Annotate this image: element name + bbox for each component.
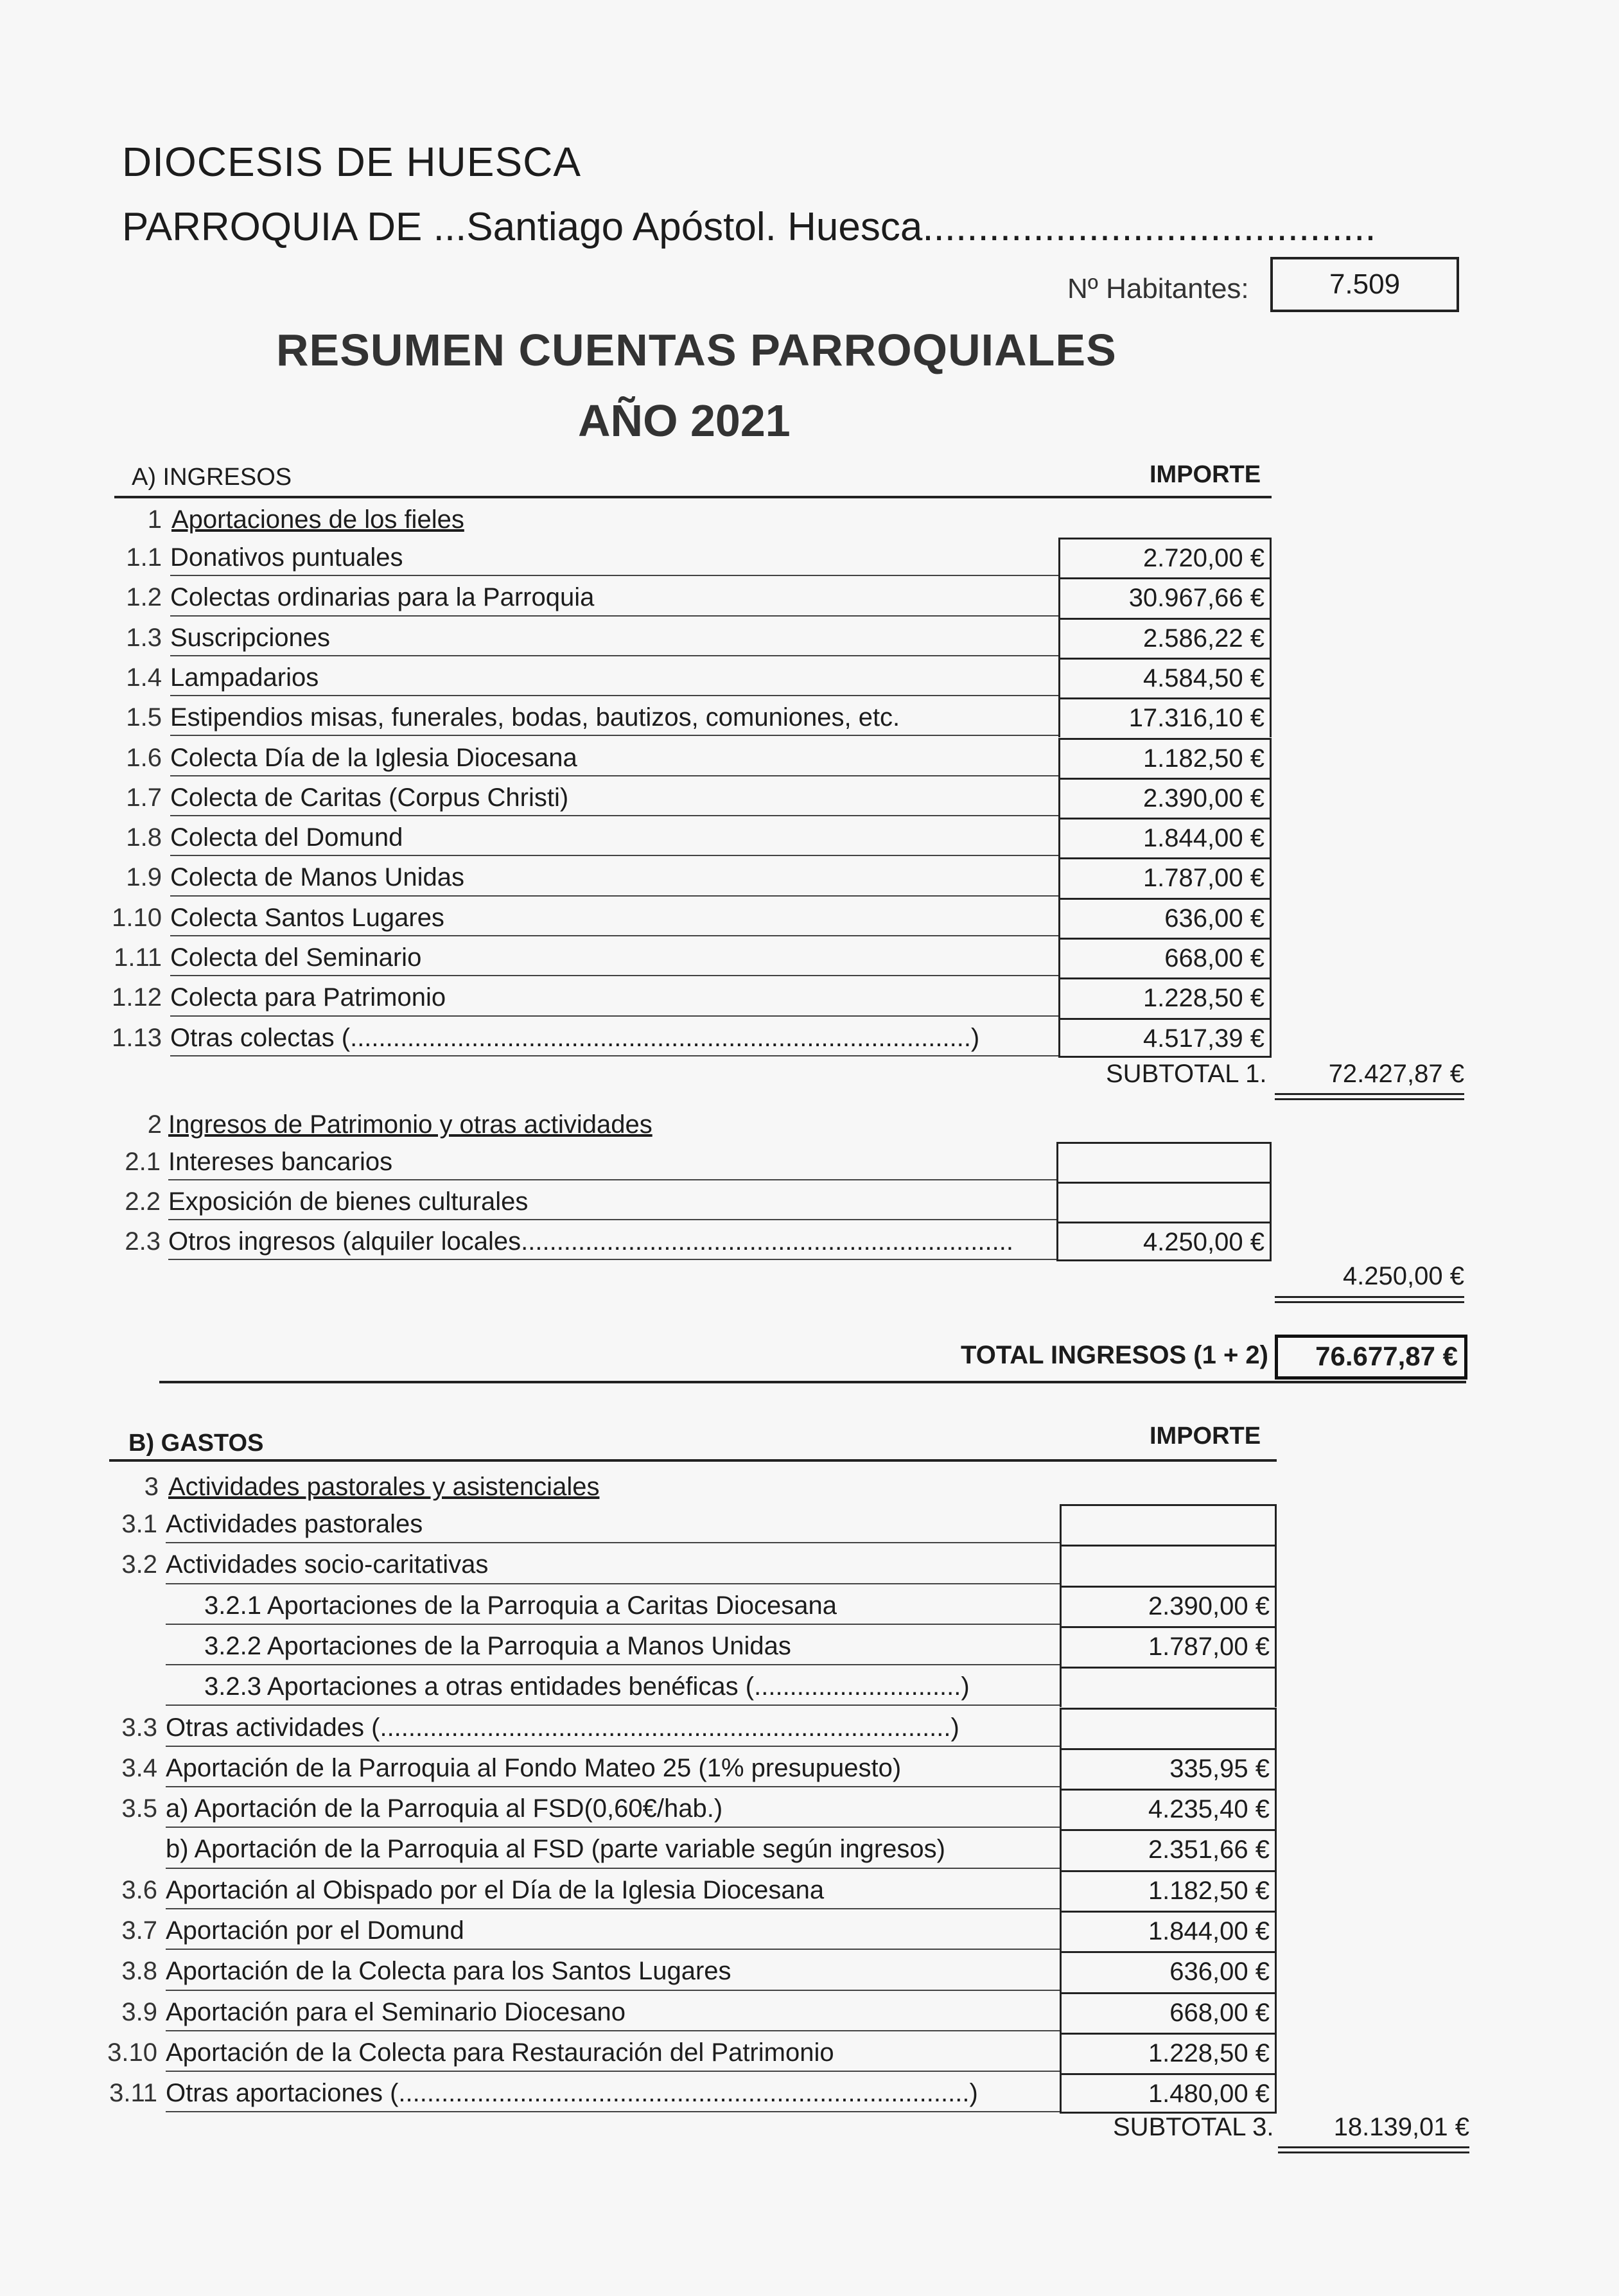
row-amount: 1.182,50 €	[1060, 1870, 1277, 1911]
subtotal3-double-rule	[1278, 2146, 1469, 2153]
row-number: 2.1	[125, 1148, 161, 1176]
row-underline	[170, 575, 1058, 576]
total-ingresos-value: 76.677,87 €	[1275, 1335, 1467, 1380]
row-amount	[1056, 1142, 1272, 1182]
table-row	[0, 857, 1619, 897]
row-number: 1.2	[126, 583, 162, 612]
row-amount: 1.787,00 €	[1060, 1626, 1277, 1667]
subtotal3-label: SUBTOTAL 3.	[1113, 2113, 1274, 2141]
subtotal1-value: 72.427,87 €	[1328, 1060, 1464, 1088]
row-amount: 335,95 €	[1060, 1748, 1277, 1789]
row-number: 3.6	[121, 1875, 157, 1904]
row-label: Aportación de la Colecta para Restauración del Patrimonio	[166, 2038, 834, 2067]
row-label: Aportación al Obispado por el Día de la Iglesia Diocesana	[166, 1875, 825, 1904]
parish-name: PARROQUIA DE ...Santiago Apóstol. Huesca.........................................	[122, 205, 1376, 249]
row-label: Colecta del Domund	[170, 823, 403, 852]
row-number: 3.7	[121, 1916, 157, 1945]
row-number: 1.10	[112, 903, 162, 932]
table-row	[0, 1545, 1619, 1584]
document-title: RESUMEN CUENTAS PARROQUIALES	[276, 325, 1117, 375]
ingresos-importe-heading: IMPORTE	[1150, 461, 1261, 488]
table-row	[0, 1992, 1619, 2032]
row-label: Otras actividades (................................................................................)	[166, 1713, 959, 1742]
gastos-importe-heading: IMPORTE	[1150, 1423, 1261, 1450]
group-label: Aportaciones de los fieles	[171, 505, 464, 534]
row-number: 3.11	[109, 2079, 157, 2108]
row-number: 1.9	[126, 863, 162, 892]
row-underline	[170, 735, 1058, 736]
row-amount: 2.390,00 €	[1060, 1586, 1277, 1626]
row-amount: 4.584,50 €	[1058, 658, 1272, 697]
row-amount: 4.250,00 €	[1056, 1222, 1272, 1261]
row-underline	[170, 655, 1058, 656]
table-row	[0, 1142, 1619, 1182]
row-underline	[170, 975, 1058, 976]
row-amount: 636,00 €	[1058, 898, 1272, 938]
table-row	[0, 658, 1619, 697]
row-number: 3.8	[121, 1957, 157, 1986]
row-underline	[170, 1015, 1058, 1017]
row-number: 3.5	[121, 1794, 157, 1823]
row-underline	[166, 1868, 1060, 1869]
row-underline	[168, 1259, 1056, 1260]
ingresos-heading: A) INGRESOS	[132, 464, 292, 491]
row-label: Estipendios misas, funerales, bodas, bautizos, comuniones, etc.	[170, 703, 900, 732]
row-amount: 30.967,66 €	[1058, 577, 1272, 617]
row-underline	[170, 775, 1058, 776]
row-number: 1.13	[112, 1023, 162, 1052]
total-ingresos-rule	[159, 1381, 1466, 1383]
row-amount: 1.182,50 €	[1058, 738, 1272, 778]
subtotal2-value: 4.250,00 €	[1342, 1262, 1464, 1290]
table-row	[0, 1586, 1619, 1626]
table-row	[0, 1504, 1619, 1544]
ingresos-rule	[114, 496, 1272, 498]
subtotal1-label: SUBTOTAL 1.	[1106, 1060, 1267, 1088]
table-row	[0, 1182, 1619, 1222]
row-number: 3.1	[121, 1510, 157, 1538]
row-amount: 1.787,00 €	[1058, 857, 1272, 897]
row-label: 3.2.3 Aportaciones a otras entidades benéficas (.............................)	[204, 1672, 970, 1701]
table-row	[0, 697, 1619, 737]
row-number: 2.3	[125, 1227, 161, 1256]
subtotal1-double-rule	[1275, 1093, 1464, 1100]
table-row	[0, 538, 1619, 577]
row-underline	[170, 815, 1058, 816]
group-label: Actividades pastorales y asistenciales	[168, 1473, 600, 1501]
row-amount: 2.390,00 €	[1058, 778, 1272, 818]
row-number: 3.3	[121, 1713, 157, 1742]
row-amount: 636,00 €	[1060, 1951, 1277, 1992]
table-row	[0, 818, 1619, 857]
row-underline	[166, 1908, 1060, 1909]
document-year: AÑO 2021	[578, 396, 791, 446]
row-number: 3.2	[121, 1550, 157, 1579]
table-row	[0, 977, 1619, 1017]
row-amount: 2.720,00 €	[1058, 538, 1272, 577]
table-row	[0, 1222, 1619, 1261]
table-row	[0, 577, 1619, 617]
row-number: 1.11	[114, 943, 162, 972]
row-amount: 1.844,00 €	[1058, 818, 1272, 857]
table-row	[0, 618, 1619, 658]
group-number: 3	[144, 1473, 159, 1501]
row-amount: 2.351,66 €	[1060, 1829, 1277, 1870]
table-row	[0, 1829, 1619, 1869]
row-amount	[1060, 1667, 1277, 1707]
table-row	[0, 1951, 1619, 1991]
row-label: Colecta Día de la Iglesia Diocesana	[170, 743, 577, 772]
row-amount: 668,00 €	[1060, 1992, 1277, 2033]
row-underline	[166, 1949, 1060, 1950]
table-row	[0, 778, 1619, 818]
gastos-group3-heading	[0, 1467, 1619, 1507]
row-underline	[166, 1990, 1060, 1991]
subtotal2-double-rule	[1275, 1296, 1464, 1303]
ingresos-group2-heading	[0, 1105, 1619, 1144]
row-underline	[166, 1786, 1060, 1787]
table-row	[0, 1626, 1619, 1666]
row-label: Colecta para Patrimonio	[170, 983, 446, 1012]
table-row	[0, 1911, 1619, 1950]
row-label: Suscripciones	[170, 623, 331, 652]
row-label: Aportación de la Colecta para los Santos Lugares	[166, 1957, 731, 1986]
row-label: Otros ingresos (alquiler locales.....................................................................	[168, 1227, 1013, 1256]
row-label: Colectas ordinarias para la Parroquia	[170, 583, 595, 612]
row-number: 1.1	[126, 543, 162, 572]
row-underline	[170, 855, 1058, 856]
gastos-rule	[109, 1459, 1277, 1462]
row-amount	[1060, 1708, 1277, 1748]
habitantes-value: 7.509	[1270, 257, 1459, 312]
row-underline	[166, 1542, 1060, 1543]
row-label: Colecta Santos Lugares	[170, 903, 444, 932]
group-number: 1	[147, 505, 162, 534]
table-row	[0, 1789, 1619, 1828]
row-number: 3.10	[107, 2038, 157, 2067]
row-underline	[166, 2071, 1060, 2072]
row-amount: 17.316,10 €	[1058, 697, 1272, 737]
row-label: Donativos puntuales	[170, 543, 403, 572]
row-underline	[166, 1704, 1060, 1706]
ingresos-group1-heading	[0, 500, 1619, 539]
row-number: 1.7	[126, 783, 162, 812]
table-row	[0, 1018, 1619, 1058]
row-amount: 1.480,00 €	[1060, 2073, 1277, 2114]
row-underline	[168, 1179, 1056, 1180]
subtotal3-value: 18.139,01 €	[1333, 2113, 1469, 2141]
row-label: Actividades socio-caritativas	[166, 1550, 489, 1579]
row-label: Actividades pastorales	[166, 1510, 423, 1538]
row-amount: 1.228,50 €	[1060, 2033, 1277, 2073]
row-amount	[1060, 1504, 1277, 1545]
row-number: 3.9	[121, 1997, 157, 2026]
row-underline	[170, 935, 1058, 936]
row-number: 1.12	[112, 983, 162, 1012]
row-underline	[166, 1583, 1060, 1584]
row-number: 1.6	[126, 743, 162, 772]
row-label: Colecta de Caritas (Corpus Christi)	[170, 783, 569, 812]
row-label: Otras colectas (.......................................................................................)	[170, 1023, 980, 1052]
table-row	[0, 2073, 1619, 2113]
row-label: Aportación por el Domund	[166, 1916, 464, 1945]
row-amount	[1060, 1545, 1277, 1585]
table-row	[0, 1708, 1619, 1748]
row-label: 3.2.1 Aportaciones de la Parroquia a Caritas Diocesana	[204, 1591, 837, 1620]
row-amount: 1.844,00 €	[1060, 1911, 1277, 1951]
row-label: Exposición de bienes culturales	[168, 1187, 529, 1216]
row-number: 1.4	[126, 663, 162, 692]
row-label: Colecta del Seminario	[170, 943, 422, 972]
table-row	[0, 1870, 1619, 1910]
table-row	[0, 898, 1619, 938]
row-number: 1.8	[126, 823, 162, 852]
row-amount: 668,00 €	[1058, 938, 1272, 977]
group-number: 2	[147, 1110, 162, 1139]
group-label: Ingresos de Patrimonio y otras actividades	[168, 1110, 652, 1139]
row-number: 1.5	[126, 703, 162, 732]
row-underline	[166, 1827, 1060, 1828]
row-underline	[168, 1219, 1056, 1220]
row-amount: 1.228,50 €	[1058, 977, 1272, 1017]
row-label: b) Aportación de la Parroquia al FSD (parte variable según ingresos)	[166, 1835, 945, 1864]
row-underline	[166, 1664, 1060, 1665]
row-number: 2.2	[125, 1187, 161, 1216]
row-label: a) Aportación de la Parroquia al FSD(0,60€/hab.)	[166, 1794, 723, 1823]
table-row	[0, 938, 1619, 977]
table-row	[0, 1667, 1619, 1706]
total-ingresos-label: TOTAL INGRESOS (1 + 2)	[961, 1341, 1268, 1369]
row-underline	[170, 695, 1058, 696]
gastos-heading: B) GASTOS	[128, 1430, 264, 1457]
row-label: Lampadarios	[170, 663, 319, 692]
row-label: 3.2.2 Aportaciones de la Parroquia a Manos Unidas	[204, 1631, 791, 1660]
row-label: Aportación de la Parroquia al Fondo Mateo 25 (1% presupuesto)	[166, 1753, 902, 1782]
row-amount	[1056, 1182, 1272, 1222]
row-label: Aportación para el Seminario Diocesano	[166, 1997, 626, 2026]
row-underline	[166, 2111, 1060, 2112]
table-row	[0, 1748, 1619, 1788]
row-underline	[170, 615, 1058, 617]
row-underline	[166, 2030, 1060, 2031]
row-number: 1.3	[126, 623, 162, 652]
row-label: Colecta de Manos Unidas	[170, 863, 465, 892]
row-number: 3.4	[121, 1753, 157, 1782]
row-underline	[166, 1624, 1060, 1625]
row-amount: 2.586,22 €	[1058, 618, 1272, 658]
habitantes-label: Nº Habitantes:	[1067, 273, 1249, 304]
row-underline	[170, 1055, 1058, 1056]
row-amount: 4.235,40 €	[1060, 1789, 1277, 1829]
row-underline	[170, 895, 1058, 897]
row-amount: 4.517,39 €	[1058, 1018, 1272, 1058]
row-label: Otras aportaciones (................................................................................)	[166, 2079, 978, 2108]
table-row	[0, 738, 1619, 778]
row-underline	[166, 1746, 1060, 1747]
table-row	[0, 2033, 1619, 2073]
row-label: Intereses bancarios	[168, 1148, 393, 1176]
diocese-title: DIOCESIS DE HUESCA	[122, 139, 582, 185]
